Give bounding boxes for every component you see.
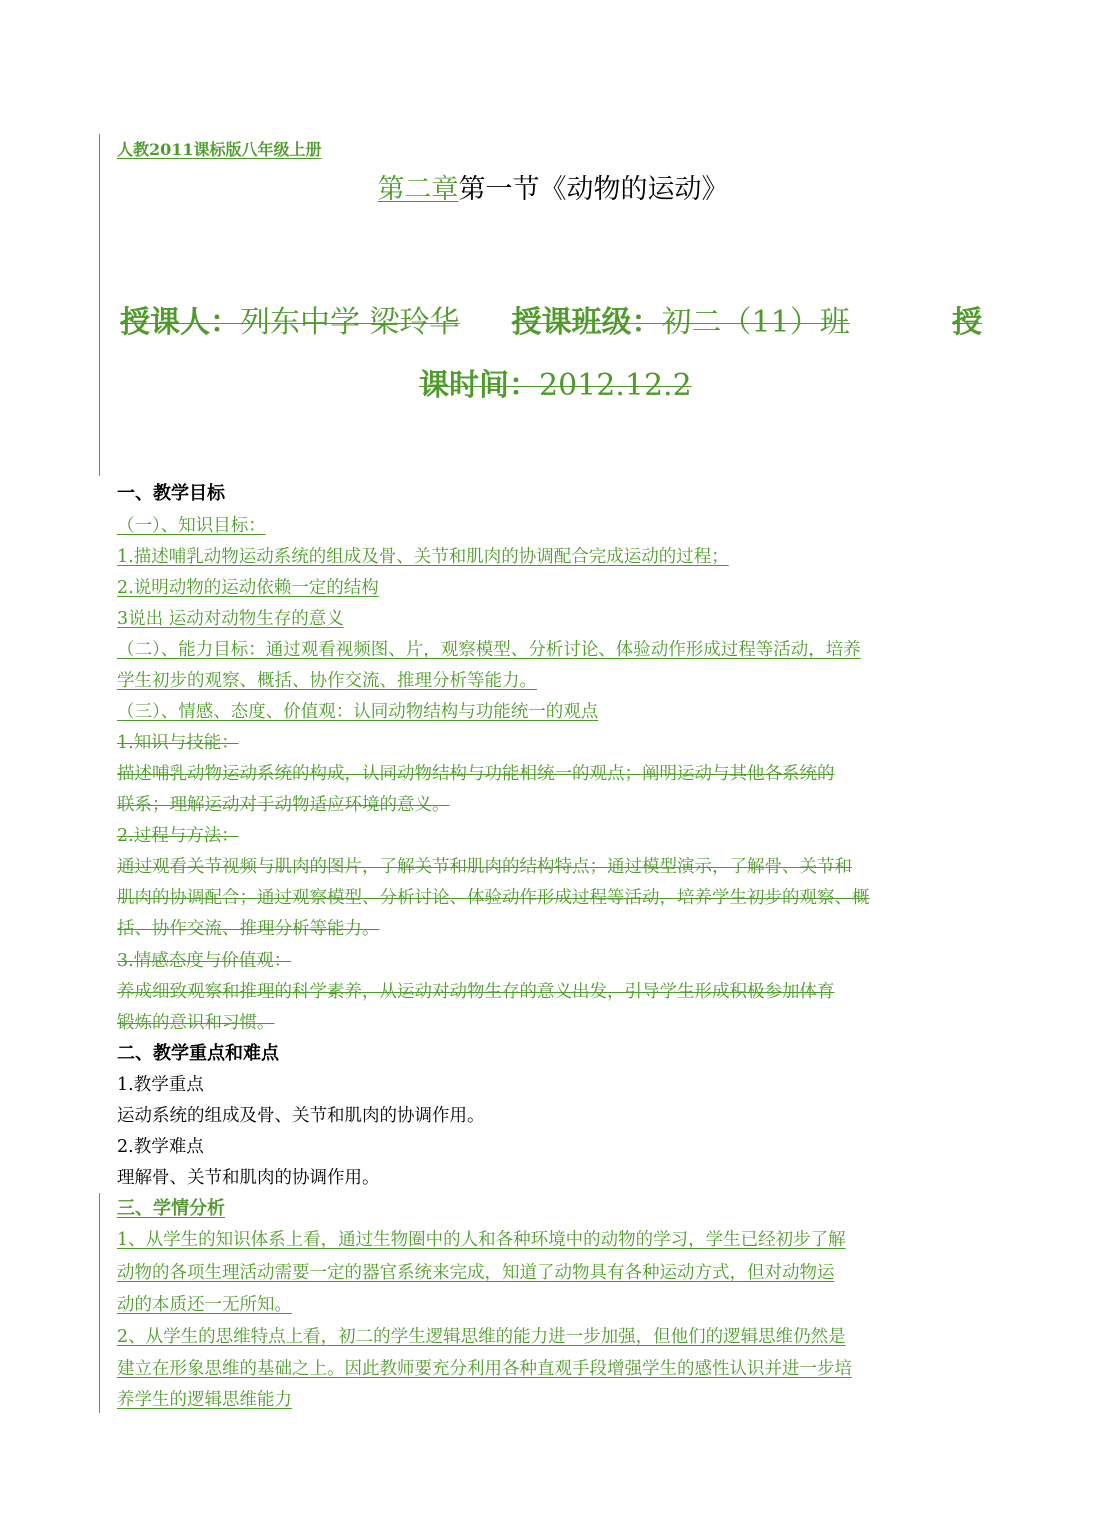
old-knowledge-title: 1.知识与技能： — [117, 733, 239, 753]
section-1-heading: 一、教学目标 — [117, 483, 225, 504]
analysis-1-line-2: 动物的各项生理活动需要一定的器官系统来完成，知道了动物具有各种运动方式，但对动物运 — [117, 1263, 835, 1283]
key-point-text: 运动系统的组成及骨、关节和肌肉的协调作用。 — [117, 1106, 485, 1126]
teacher-label: 授课人： — [120, 305, 240, 340]
emotion-goal: （三）、情感、态度、价值观：认同动物结构与功能统一的观点 — [117, 702, 599, 722]
old-process-line-1: 通过观看关节视频与肌肉的图片，了解关节和肌肉的结构特点；通过模型演示，了解骨、关节和 — [117, 857, 852, 877]
class-value: 初二（11）班 — [661, 305, 850, 340]
section-2-heading: 二、教学重点和难点 — [117, 1043, 279, 1064]
old-knowledge-line-2: 联系；理解运动对于动物适应环境的意义。 — [117, 795, 450, 815]
page-title — [0, 172, 1106, 208]
knowledge-goal-title: （一）、知识目标： — [117, 516, 266, 536]
difficulty-title: 2.教学难点 — [117, 1137, 204, 1157]
time-label-a: 授 — [952, 305, 982, 340]
teacher-line-1 — [120, 303, 850, 343]
analysis-2-line-3: 养学生的逻辑思维能力 — [117, 1390, 292, 1410]
change-bar-bottom — [99, 1193, 100, 1413]
analysis-1-line-3: 动的本质还一无所知。 — [117, 1295, 292, 1315]
time-label: 课时间： — [419, 368, 539, 403]
old-process-line-2: 肌肉的协调配合；通过观察模型、分析讨论、体验动作形成过程等活动，培养学生初步的观察、概 — [117, 888, 870, 908]
old-process-line-3: 括、协作交流、推理分析等能力。 — [117, 919, 380, 939]
teacher-line-2 — [419, 366, 692, 406]
old-emotion-line-1: 养成细致观察和推理的科学素养，从运动对动物生存的意义出发，引导学生形成积极参加体育 — [117, 982, 835, 1002]
difficulty-text: 理解骨、关节和肌肉的协调作用。 — [117, 1168, 380, 1188]
title-rest: 第一节《动物的运动》 — [458, 174, 729, 205]
title-chapter: 第二章 — [377, 174, 459, 205]
analysis-1-line-1: 1、从学生的知识体系上看，通过生物圈中的人和各种环境中的动物的学习，学生已经初步了解 — [117, 1230, 846, 1250]
class-label: 授课班级： — [511, 305, 662, 340]
knowledge-goal-3: 3说出 运动对动物生存的意义 — [117, 609, 344, 629]
analysis-2-line-2: 建立在形象思维的基础之上。因此教师要充分利用各种直观手段增强学生的感性认识并进一步培 — [117, 1359, 852, 1379]
time-value: 2012.12.2 — [539, 368, 692, 403]
teacher-value: 列东中学 梁玲华 — [240, 305, 460, 340]
ability-goal-line-1: （二）、能力目标：通过观看视频图、片，观察模型、分析讨论、体验动作形成过程等活动，培养 — [117, 640, 861, 660]
knowledge-goal-2: 2.说明动物的运动依赖一定的结构 — [117, 578, 379, 598]
knowledge-goal-1: 1.描述哺乳动物运动系统的组成及骨、关节和肌肉的协调配合完成运动的过程； — [117, 547, 729, 567]
old-knowledge-line-1: 描述哺乳动物运动系统的构成，认同动物结构与功能相统一的观点；阐明运动与其他各系统的 — [117, 764, 835, 784]
key-point-title: 1.教学重点 — [117, 1075, 204, 1095]
section-3-heading: 三、学情分析 — [117, 1198, 225, 1219]
ability-goal-line-2: 学生初步的观察、概括、协作交流、推理分析等能力。 — [117, 671, 537, 691]
old-emotion-title: 3.情感态度与价值观： — [117, 951, 292, 971]
edition-line: 人教2011课标版八年级上册 — [117, 140, 322, 159]
old-process-title: 2.过程与方法： — [117, 826, 239, 846]
old-emotion-line-2: 锻炼的意识和习惯。 — [117, 1013, 275, 1033]
analysis-2-line-1: 2、从学生的思维特点上看，初二的学生逻辑思维的能力进一步加强，但他们的逻辑思维仍然是 — [117, 1327, 846, 1347]
